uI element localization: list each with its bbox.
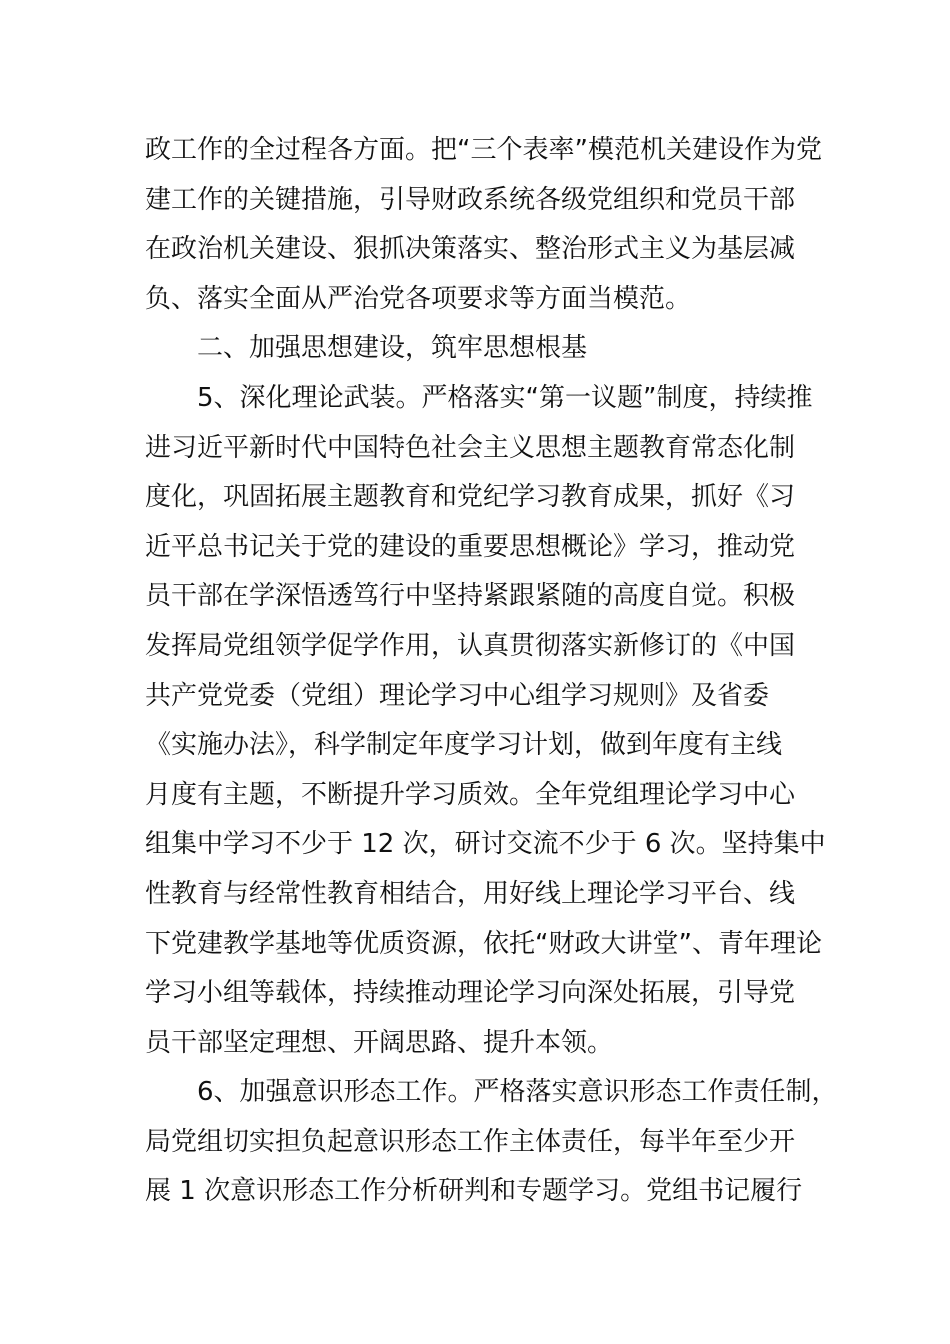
paragraph-line: 在政治机关建设、狠抓决策落实、整治形式主义为基层减 bbox=[145, 234, 796, 265]
section-heading: 二、加强思想建设，筑牢思想根基 bbox=[197, 333, 588, 364]
paragraph-line: 性教育与经常性教育相结合，用好线上理论学习平台、线 bbox=[145, 878, 796, 909]
paragraph-line: 组集中学习不少于 12 次，研讨交流不少于 6 次。坚持集中 bbox=[145, 829, 826, 860]
paragraph-line: 员干部在学深悟透笃行中坚持紧跟紧随的高度自觉。积极 bbox=[145, 581, 796, 612]
paragraph-line: 6、加强意识形态工作。严格落实意识形态工作责任制， bbox=[197, 1077, 838, 1108]
paragraph-line: 负、落实全面从严治党各项要求等方面当模范。 bbox=[145, 283, 692, 314]
paragraph-line: 政工作的全过程各方面。把“三个表率”模范机关建设作为党 bbox=[145, 135, 822, 165]
paragraph-line: 度化，巩固拓展主题教育和党纪学习教育成果，抓好《习 bbox=[145, 482, 796, 513]
paragraph-line: 局党组切实担负起意识形态工作主体责任，每半年至少开 bbox=[145, 1126, 796, 1157]
paragraph-line: 进习近平新时代中国特色社会主义思想主题教育常态化制 bbox=[145, 432, 796, 463]
paragraph-line: 下党建教学基地等优质资源，依托“财政大讲堂”、青年理论 bbox=[145, 928, 822, 959]
document-body bbox=[145, 126, 838, 1217]
paragraph-line: 《实施办法》，科学制定年度学习计划，做到年度有主线 bbox=[145, 730, 783, 761]
paragraph-line: 5、深化理论武装。严格落实“第一议题”制度，持续推 bbox=[197, 382, 813, 413]
paragraph-line: 学习小组等载体，持续推动理论学习向深处拓展，引导党 bbox=[145, 978, 796, 1009]
paragraph-line: 共产党党委（党组）理论学习中心组学习规则》及省委 bbox=[145, 680, 770, 711]
paragraph-line: 展 1 次意识形态工作分析研判和专题学习。党组书记履行 bbox=[145, 1176, 803, 1207]
paragraph-line: 近平总书记关于党的建设的重要思想概论》学习，推动党 bbox=[145, 531, 796, 562]
paragraph-line: 建工作的关键措施，引导财政系统各级党组织和党员干部 bbox=[145, 184, 796, 215]
paragraph-line: 发挥局党组领学促学作用，认真贯彻落实新修订的《中国 bbox=[145, 630, 796, 661]
paragraph-line: 员干部坚定理想、开阔思路、提升本领。 bbox=[145, 1027, 614, 1058]
paragraph-line: 月度有主题，不断提升学习质效。全年党组理论学习中心 bbox=[145, 779, 796, 810]
